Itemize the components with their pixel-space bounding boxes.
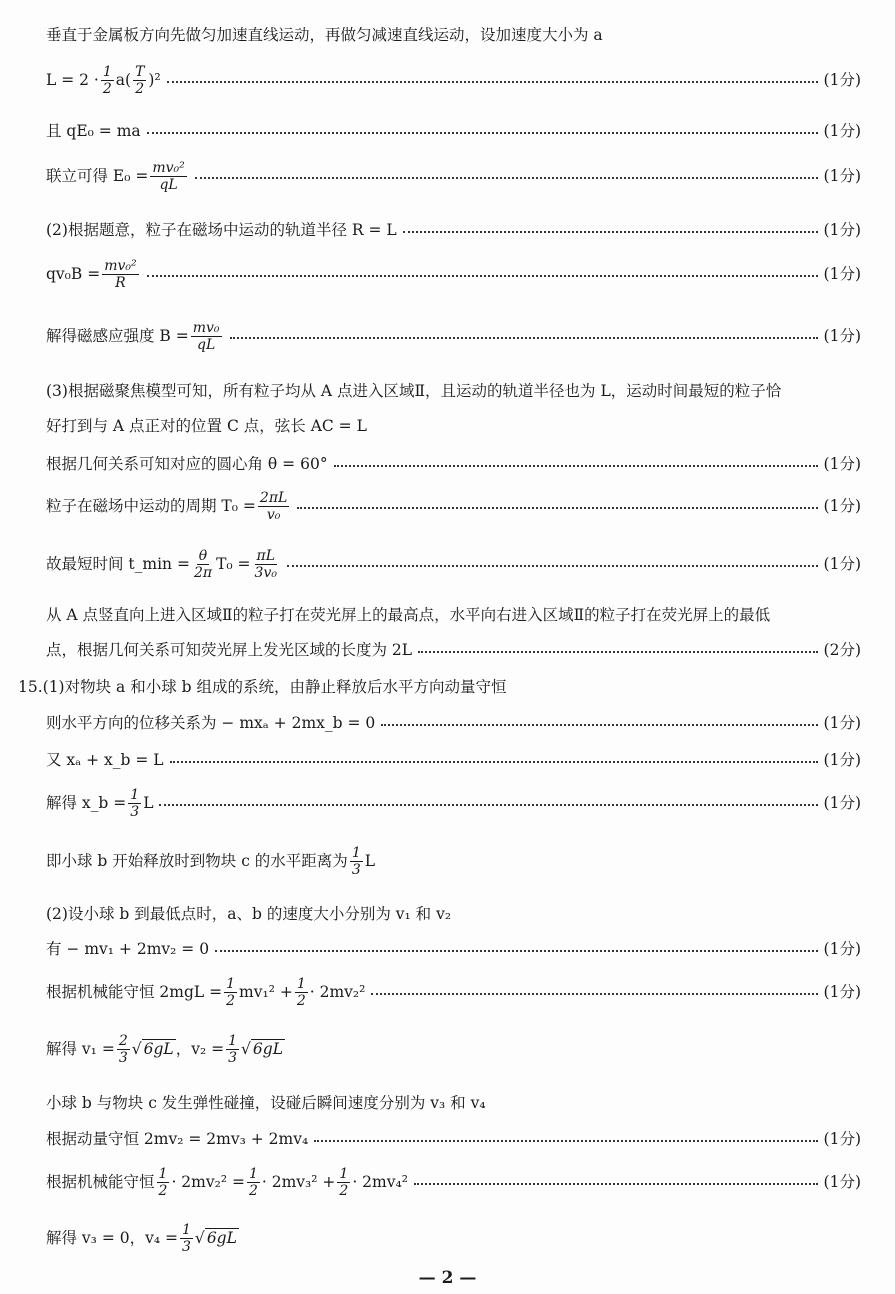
text-line bbox=[46, 26, 861, 45]
fraction: $\frac{1}{2}$ bbox=[102, 64, 112, 98]
line-text: 故最短时间 t_min = bbox=[46, 554, 190, 573]
line-text: (3)根据磁聚焦模型可知，所有粒子均从 A 点进入区域Ⅱ，且运动的轨道半径也为 L，运动时间最短的粒子恰 bbox=[46, 382, 782, 400]
fraction: $\frac{2\pi L}{\text{v₀}}$ bbox=[259, 490, 288, 524]
line-text: 点，根据几何关系可知荧光屏上发光区域的长度为 2L bbox=[46, 641, 413, 659]
leader-dots bbox=[195, 177, 818, 179]
formula-line bbox=[46, 940, 861, 959]
fraction: $\frac{1}{2}$ bbox=[226, 976, 236, 1010]
line-text: 从 A 点竖直向上进入区域Ⅱ的粒子打在荧光屏上的最高点，水平向右进入区域Ⅱ的粒子打在荧光屏上的最低 bbox=[46, 606, 771, 624]
formula-line bbox=[46, 122, 861, 141]
formula-line bbox=[46, 221, 861, 240]
line-text: (2)设小球 b 到最低点时，a、b 的速度大小分别为 v₁ 和 v₂ bbox=[46, 905, 452, 923]
formula-line bbox=[46, 455, 861, 474]
formula-line bbox=[46, 1222, 861, 1255]
score: (1分) bbox=[823, 70, 861, 89]
formula-line: 根据机械能守恒 $\frac{1}{2}$ · 2mv₂² = $\frac{1}{2}$ · 2mv₃² + $\frac{1}{2}$ · 2mv₄² (1分) bbox=[46, 1166, 861, 1200]
text-line bbox=[46, 417, 861, 436]
square-root: √ 6gL bbox=[194, 1228, 237, 1247]
formula-line bbox=[46, 714, 861, 733]
line-text: 根据机械能守恒 2mgL = bbox=[46, 982, 223, 1001]
score: (1分) bbox=[823, 554, 861, 573]
formula-line bbox=[46, 160, 861, 193]
formula-line: 根据机械能守恒 2mgL = $\frac{1}{2}$ mv₁² + $\frac{1}{2}$ · 2mv₂² (1分) bbox=[46, 976, 861, 1010]
formula-line: 解得 x_b = $\frac{1}{3}$ L (1分) bbox=[46, 787, 861, 821]
fraction: $\frac{1}{2}$ bbox=[339, 1166, 349, 1200]
leader-dots bbox=[297, 507, 817, 509]
line-text: 联立可得 E₀ = bbox=[46, 166, 149, 185]
formula-line: L = 2 · $\frac{1}{2}$ a( $\frac{T}{2}$ )² (1分) bbox=[46, 64, 861, 98]
leader-dots bbox=[418, 651, 817, 653]
line-text: 好打到与 A 点正对的位置 C 点，弦长 AC = L bbox=[46, 417, 367, 435]
line-text: 15.(1)对物块 a 和小球 b 组成的系统，由静止释放后水平方向动量守恒 bbox=[18, 678, 507, 696]
leader-dots bbox=[215, 950, 817, 952]
formula-line bbox=[46, 258, 861, 291]
line-text: 垂直于金属板方向先做匀加速直线运动，再做匀减速直线运动，设加速度大小为 a bbox=[46, 26, 603, 44]
score: (1分) bbox=[823, 455, 861, 473]
formula-line bbox=[46, 751, 861, 770]
formula-line bbox=[46, 320, 861, 353]
line-text: 粒子在磁场中运动的周期 T₀ = bbox=[46, 496, 256, 515]
leader-dots bbox=[371, 993, 817, 995]
fraction: $\frac{1}{3}$ bbox=[130, 787, 140, 821]
score: (1分) bbox=[823, 751, 861, 769]
line-text: 解得磁感应强度 B = bbox=[46, 326, 189, 345]
fraction: $\frac{\pi L}{\text{3v₀}}$ bbox=[254, 548, 277, 582]
score: (1分) bbox=[823, 221, 861, 239]
leader-dots bbox=[287, 565, 818, 567]
leader-dots bbox=[167, 81, 818, 83]
leader-dots bbox=[334, 465, 818, 467]
fraction: $\frac{\text{mv₀²}}{qL}$ bbox=[152, 160, 185, 194]
question-heading bbox=[18, 678, 861, 697]
formula-line bbox=[46, 490, 861, 523]
leader-dots bbox=[147, 132, 818, 134]
score: (1分) bbox=[823, 1172, 861, 1191]
score: (2分) bbox=[823, 641, 861, 659]
line-text: 则水平方向的位移关系为 − mxₐ + 2mx_b = 0 bbox=[46, 714, 376, 732]
formula-line bbox=[46, 1130, 861, 1149]
line-text: 根据几何关系可知对应的圆心角 θ = 60° bbox=[46, 455, 328, 473]
score: (1分) bbox=[823, 496, 861, 515]
text-line bbox=[46, 905, 861, 924]
score: (1分) bbox=[823, 793, 861, 812]
square-root: √ 6gL bbox=[241, 1039, 283, 1058]
leader-dots bbox=[403, 231, 818, 233]
fraction: $\frac{1}{2}$ bbox=[248, 1166, 258, 1200]
fraction: $\frac{\text{mv₀}}{qL}$ bbox=[192, 320, 220, 354]
line-text: 有 − mv₁ + 2mv₂ = 0 bbox=[46, 940, 210, 958]
score: (1分) bbox=[823, 166, 861, 185]
score: (1分) bbox=[823, 982, 861, 1001]
line-text: 解得 v₃ = 0，v₄ = bbox=[46, 1228, 178, 1247]
score: (1分) bbox=[823, 264, 861, 283]
line-text: 解得 x_b = bbox=[46, 793, 127, 812]
page-number: — 2 — bbox=[418, 1268, 477, 1288]
fraction: $\frac{1}{3}$ bbox=[228, 1033, 238, 1067]
formula-line: 解得 v₁ = $\frac{2}{3}$ √ 6gL ，v₂ = $\frac{1}{3}$ √ 6gL bbox=[46, 1033, 283, 1067]
line-text: 又 xₐ + x_b = L bbox=[46, 751, 164, 769]
fraction: $\frac{1}{2}$ bbox=[296, 976, 306, 1010]
fraction: $\frac{\text{mv₀²}}{R}$ bbox=[104, 258, 137, 292]
fraction: $\frac{1}{3}$ bbox=[351, 845, 361, 879]
leader-dots bbox=[170, 761, 818, 763]
text-line bbox=[46, 1094, 861, 1113]
fraction: $\frac{T}{2}$ bbox=[135, 64, 145, 98]
leader-dots bbox=[381, 724, 817, 726]
line-text: (2)根据题意，粒子在磁场中运动的轨道半径 R = L bbox=[46, 221, 397, 239]
text-line: 即小球 b 开始释放时到物块 c 的水平距离为 $\frac{1}{3}$ L bbox=[46, 845, 376, 879]
line-text: 根据动量守恒 2mv₂ = 2mv₃ + 2mv₄ bbox=[46, 1130, 309, 1148]
text-line bbox=[46, 382, 861, 401]
line-text: L = 2 · bbox=[46, 70, 99, 89]
line-text: qv₀B = bbox=[46, 264, 101, 283]
line-text: 且 qE₀ = ma bbox=[46, 122, 141, 140]
leader-dots bbox=[314, 1140, 817, 1142]
line-text: 即小球 b 开始释放时到物块 c 的水平距离为 bbox=[46, 851, 348, 870]
line-text: 解得 v₁ = bbox=[46, 1039, 115, 1058]
score: (1分) bbox=[823, 122, 861, 140]
line-text: 小球 b 与物块 c 发生弹性碰撞，设碰后瞬间速度分别为 v₃ 和 v₄ bbox=[46, 1094, 486, 1112]
score: (1分) bbox=[823, 326, 861, 345]
leader-dots bbox=[230, 337, 818, 339]
formula-line: 故最短时间 t_min = $\frac{\theta}{2\pi}$ T₀ = $\frac{\pi L}{\text{3v₀}}$ (1分) bbox=[46, 548, 861, 582]
fraction: $\frac{2}{3}$ bbox=[118, 1033, 128, 1067]
fraction: $\frac{1}{2}$ bbox=[158, 1166, 168, 1200]
leader-dots bbox=[414, 1183, 818, 1185]
leader-dots bbox=[147, 275, 818, 277]
text-line bbox=[46, 606, 861, 625]
fraction: $\frac{1}{3}$ bbox=[182, 1222, 191, 1256]
formula-line bbox=[46, 641, 861, 660]
leader-dots bbox=[159, 804, 817, 806]
square-root: √ 6gL bbox=[131, 1039, 174, 1058]
score: (1分) bbox=[823, 1130, 861, 1148]
score: (1分) bbox=[823, 940, 861, 958]
score: (1分) bbox=[823, 714, 861, 732]
line-text: 根据机械能守恒 bbox=[46, 1172, 155, 1191]
fraction: $\frac{\theta}{2\pi}$ bbox=[193, 548, 213, 582]
